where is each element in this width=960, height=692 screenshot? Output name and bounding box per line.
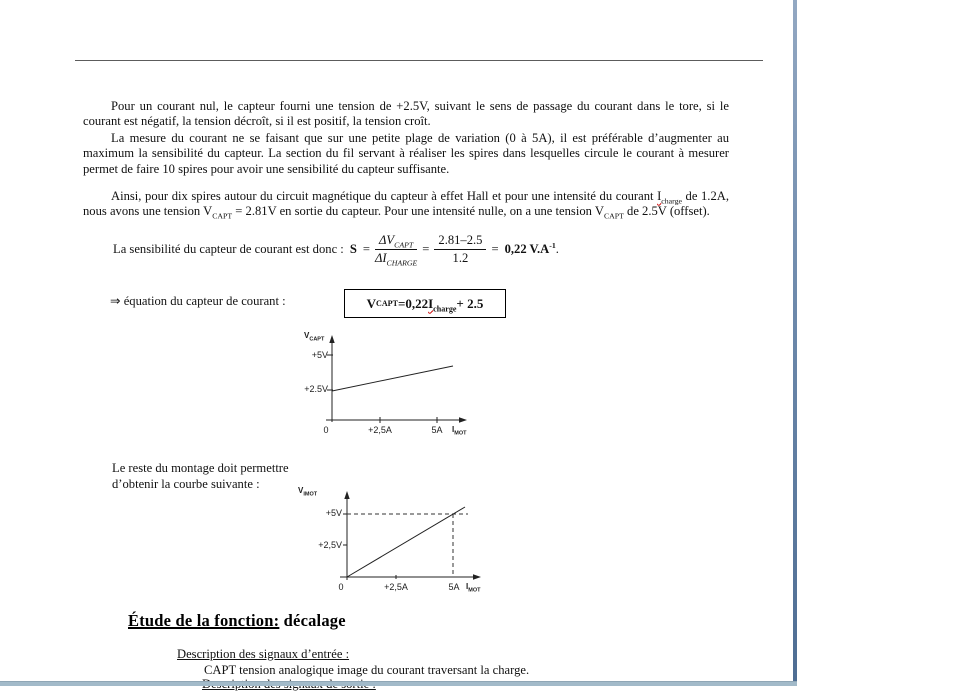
horizontal-scrollbar-strip[interactable] — [0, 681, 797, 686]
sensitivity-intro-text: La sensibilité du capteur de courant est donc : — [113, 241, 344, 256]
subscript-capt: CAPT — [212, 211, 233, 221]
equals-sign: = — [491, 241, 499, 256]
equation-coefficient: =0,22 — [397, 295, 429, 311]
misspelled-word-icharge — [428, 296, 456, 312]
subscript-charge: charge — [661, 196, 682, 206]
paragraph-text: de 2.5V (offset). — [623, 204, 710, 219]
fraction-numeric — [434, 233, 486, 266]
x-axis-arrow-icon — [459, 417, 467, 422]
variable-s: S — [349, 241, 357, 256]
chart-vcapt-vs-imot — [280, 330, 480, 442]
paragraph-text: = 2.81V en sortie du capteur. Pour une intensité nulle, on a une tension V — [232, 204, 604, 219]
capt-signal-description: CAPT tension analogique image du courant traversant la charge. — [204, 663, 530, 677]
header-separator-line — [75, 60, 763, 61]
variable-i: I — [428, 295, 434, 311]
equals-sign: = — [422, 241, 430, 256]
equals-sign: = — [362, 241, 370, 256]
denominator-value: 1.2 — [452, 250, 469, 265]
y-tick-label-2-5v: +2.5V — [304, 384, 328, 394]
x-tick-label-2-5a: +2,5A — [384, 582, 408, 592]
exponent-minus-one: -1 — [549, 240, 556, 250]
paragraph-text: Ainsi, pour dix spires autour du circuit magnétique du capteur à effet Hall et pour une intensité du courant — [111, 188, 658, 203]
x-axis-arrow-icon — [473, 574, 481, 579]
paragraph-dix-spires — [83, 189, 729, 220]
x-tick-label-2-5a: +2,5A — [368, 425, 392, 435]
x-axis-label: $I_{MOT}$ — [466, 582, 481, 594]
x-tick-label-5a: 5A — [448, 582, 460, 592]
numerator-delta-vcapt: ΔV — [379, 232, 395, 247]
paragraph-text: de 1.2A, nous avons une tension V — [83, 188, 729, 219]
equation-offset-term: + 2.5 — [456, 295, 484, 311]
window-right-border — [793, 0, 797, 681]
period: . — [555, 241, 559, 256]
sensitivity-equation-line — [113, 229, 713, 269]
description-signaux-entree: Description des signaux d’entrée : — [177, 647, 350, 661]
variable-v: V — [366, 295, 377, 311]
result-value: 0,22 V.A — [504, 241, 550, 256]
x-tick-label-0: 0 — [323, 425, 329, 435]
sensitivity-result — [505, 242, 556, 257]
signal-line-vcapt — [332, 366, 453, 391]
y-axis-arrow-icon — [329, 335, 334, 343]
y-axis-arrow-icon — [344, 491, 349, 499]
heading-underlined-part: Étude de la fonction: — [128, 611, 280, 630]
implies-arrow-and-text: ⇒ équation du capteur de courant : — [110, 294, 286, 308]
subscript-capt: CAPT — [603, 211, 624, 221]
y-tick-label-5v: +5V — [325, 508, 342, 518]
x-tick-label-5a: 5A — [431, 425, 443, 435]
reste-line-2: d’obtenir la courbe suivante : — [112, 476, 260, 491]
y-tick-label-5v: +5V — [311, 350, 328, 360]
paragraph-text: La mesure du courant ne se faisant que sur une petite plage de variation (0 à 5A), il est préférable d’augmenter au maximum la sensibilité du capteur. La section du fil servant à réaliser les spires dans lesquelles circule le courant à mesurer permet de faire 10 spires pour avoir une sensibilité du capteur suffisante. — [83, 130, 729, 176]
y-axis-label: $V_{IMOT}$ — [298, 486, 318, 498]
paragraph-mesure-courant — [83, 131, 729, 178]
y-axis-label: $V_{CAPT}$ — [304, 331, 325, 343]
signal-line-vimot — [347, 507, 465, 577]
capteur-equation-box: V CAPT =0,22 $I_{charge}$ + 2.5 — [344, 289, 506, 318]
chart-vimot-vs-imot — [290, 485, 500, 600]
numerator-values: 2.81–2.5 — [434, 233, 486, 250]
heading-rest: décalage — [279, 611, 346, 630]
paragraph-text: Pour un courant nul, le capteur fourni une tension de +2.5V, suivant le sens de passage du courant dans le tore, si le courant est négatif, la tension décroît, si il est positif, la tension croît. — [83, 98, 729, 129]
paragraph-courant-nul — [83, 99, 729, 130]
subscript-charge: charge — [433, 304, 457, 314]
fraction-delta-v-over-delta-i — [375, 233, 417, 266]
denominator-delta-icharge: ΔI — [374, 250, 387, 265]
misspelled-word-icharge — [657, 188, 682, 206]
x-tick-label-0: 0 — [338, 582, 344, 592]
equation-intro-line — [110, 293, 286, 309]
reste-line-1: Le reste du montage doit permettre — [112, 461, 289, 475]
subscript-charge: CHARGE — [386, 258, 418, 268]
subscript-capt: CAPT — [394, 240, 414, 250]
y-tick-label-2-5v: +2,5V — [318, 540, 342, 550]
variable-i: I — [657, 188, 662, 203]
section-heading — [128, 611, 346, 631]
x-axis-label: $I_{MOT}$ — [452, 425, 467, 437]
